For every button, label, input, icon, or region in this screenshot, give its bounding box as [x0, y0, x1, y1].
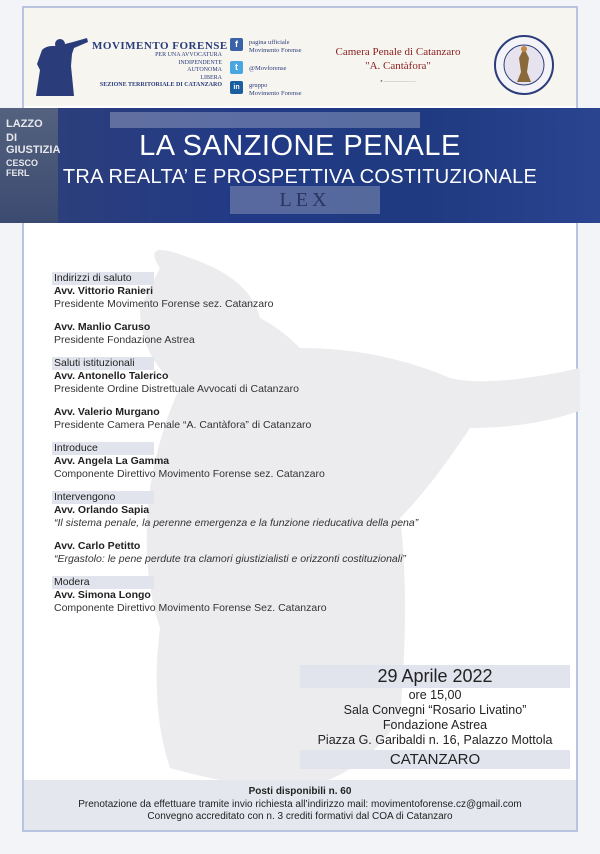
- movimento-forense-text: [92, 40, 228, 90]
- speaker-name: Avv. Manlio Caruso: [54, 321, 151, 333]
- event-info: [300, 665, 570, 769]
- event-date: 29 Aprile 2022: [300, 665, 570, 688]
- lex-plaque: LEX: [230, 186, 380, 214]
- cp-small-seal: ● ————————: [380, 78, 416, 83]
- twitter-icon: t: [230, 61, 243, 74]
- program-item: [54, 491, 514, 530]
- sign-line-4: CESCO FERL: [6, 158, 39, 178]
- speaker-name: Avv. Angela La Gamma: [54, 455, 170, 467]
- section-label: Saluti istituzionali: [52, 357, 154, 370]
- section-label: Introduce: [52, 442, 154, 455]
- speaker-name: Avv. Simona Longo: [54, 589, 151, 601]
- mf-sub3: AUTONOMA: [187, 67, 222, 73]
- mf-sub5: SEZIONE TERRITORIALE DI CATANZARO: [99, 82, 222, 88]
- event-city: CATANZARO: [300, 750, 570, 769]
- speaker-name: Avv. Orlando Sapia: [54, 504, 150, 516]
- event-venue: Sala Convegni “Rosario Livatino”: [343, 703, 527, 717]
- event-address: Piazza G. Garibaldi n. 16, Palazzo Mottola: [317, 733, 553, 747]
- sign-line-2: DI: [6, 132, 17, 144]
- program-item: [54, 540, 514, 566]
- social-linkedin-line2: Movimento Forense: [249, 89, 302, 97]
- sign-line-1: LAZZO: [6, 118, 43, 130]
- booking-info: Prenotazione da effettuare tramite invio richiesta all’indirizzo mail: movimentoforense.cz@gmail.com: [78, 798, 522, 810]
- main-title: LA SANZIONE PENALE: [139, 130, 461, 162]
- section-label: Intervengono: [52, 491, 154, 504]
- talk-title: “Il sistema penale, la perenne emergenza e la funzione rieducativa della pena”: [54, 517, 419, 529]
- social-twitter-line1: @Movforense: [249, 65, 287, 72]
- speaker-name: Avv. Carlo Petitto: [54, 540, 141, 552]
- mf-sub2: INDIPENDENTE: [178, 59, 222, 66]
- event-org: Fondazione Astrea: [382, 718, 488, 732]
- social-facebook-line1: pagina ufficiale: [249, 39, 290, 46]
- program-item: [54, 272, 514, 311]
- program-list: [54, 272, 514, 615]
- speaker-name: Avv. Antonello Talerico: [54, 370, 169, 382]
- event-time: ore 15,00: [408, 688, 462, 702]
- mf-title: MOVIMENTO FORENSE: [92, 40, 228, 52]
- camera-penale-block: [323, 46, 473, 83]
- talk-title: “Ergastolo: le pene perdute tra clamori giustizialisti e orizzonti costituzionali”: [54, 553, 406, 565]
- fondazione-astrea-seal: [493, 34, 555, 96]
- footer: [24, 780, 576, 830]
- main-subtitle: TRA REALTA’ E PROSPETTIVA COSTITUZIONALE: [62, 166, 538, 188]
- social-linkedin-line1: gruppo: [249, 82, 268, 89]
- program-item: [54, 576, 514, 615]
- credits-info: Convegno accreditato con n. 3 crediti formativi dal COA di Catanzaro: [147, 811, 453, 822]
- mf-sub1: PER UNA AVVOCATURA: [155, 52, 222, 58]
- speaker-role: Presidente Fondazione Astrea: [54, 334, 195, 346]
- sign-line-3: GIUSTIZIA: [6, 144, 61, 156]
- mf-sub4: LIBERA: [200, 74, 222, 81]
- speaker-role: Componente Direttivo Movimento Forense Sez. Catanzaro: [54, 602, 327, 614]
- speaker-role: Presidente Camera Penale “A. Cantàfora” di Catanzaro: [54, 419, 312, 431]
- seats-available: Posti disponibili n. 60: [248, 786, 352, 797]
- speaker-name: Avv. Valerio Murgano: [54, 406, 160, 418]
- linkedin-icon: in: [230, 81, 243, 94]
- cp-line2: "A. Cantàfora": [365, 60, 431, 72]
- program-item: [54, 442, 514, 481]
- speaker-role: Componente Direttivo Movimento Forense sez. Catanzaro: [54, 468, 325, 480]
- program-item: [54, 321, 514, 347]
- speaker-name: Avv. Vittorio Ranieri: [54, 285, 153, 297]
- facebook-icon: f: [230, 38, 243, 51]
- social-facebook-line2: Movimento Forense: [249, 46, 302, 54]
- program-item: [54, 406, 514, 432]
- speaker-role: Presidente Movimento Forense sez. Catanzaro: [54, 298, 274, 310]
- cp-line1: Camera Penale di Catanzaro: [335, 46, 461, 58]
- speaker-role: Presidente Ordine Distrettuale Avvocati di Catanzaro: [54, 383, 299, 395]
- section-label: Indirizzi di saluto: [52, 272, 154, 285]
- movimento-forense-logo: [34, 38, 90, 96]
- section-label: Modera: [52, 576, 154, 589]
- program-item: [54, 357, 514, 396]
- banner-plaque: [110, 112, 420, 128]
